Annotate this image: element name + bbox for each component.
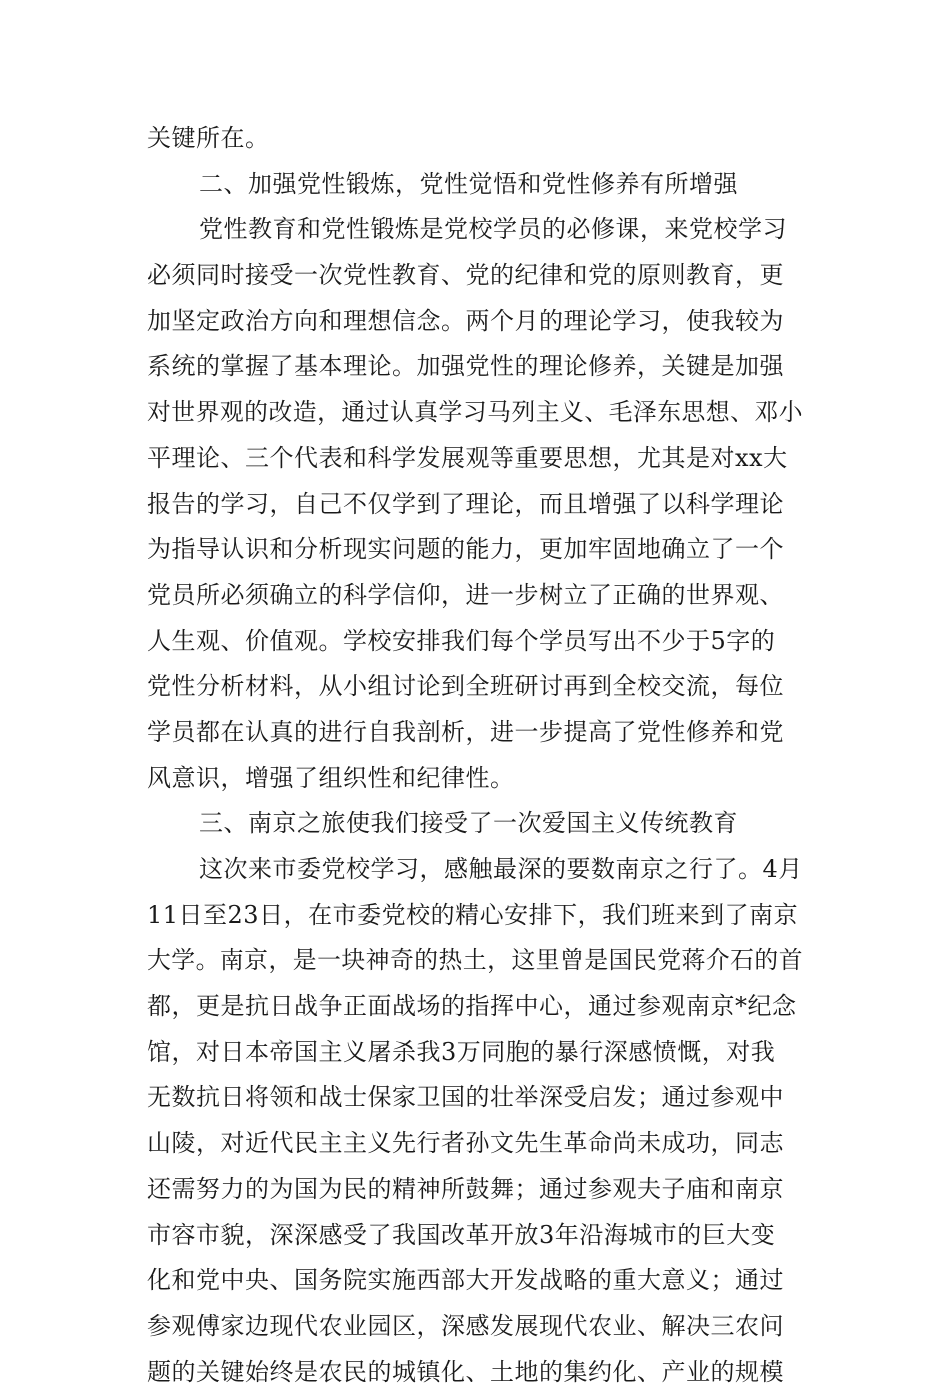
text-line: 学员都在认真的进行自我剖析，进一步提高了党性修养和党 [147, 717, 784, 746]
text-line: 必须同时接受一次党性教育、党的纪律和党的原则教育，更 [147, 261, 784, 290]
text-line: 化和党中央、国务院实施西部大开发战略的重大意义；通过 [147, 1266, 784, 1295]
text-line: 党员所必须确立的科学信仰，进一步树立了正确的世界观、 [147, 580, 784, 609]
text-line: 二、加强党性锻炼，党性觉悟和党性修养有所增强 [199, 169, 738, 198]
text-line: 系统的掌握了基本理论。加强党性的理论修养，关键是加强 [147, 352, 784, 381]
text-line: 市容市貌，深深感受了我国改革开放3年沿海城市的巨大变 [147, 1220, 776, 1249]
text-line: 还需努力的为国为民的精神所鼓舞；通过参观夫子庙和南京 [147, 1174, 784, 1203]
text-line: 馆，对日本帝国主义屠杀我3万同胞的暴行深感愤慨，对我 [147, 1037, 776, 1066]
text-line: 大学。南京，是一块神奇的热土，这里曾是国民党蒋介石的首 [147, 946, 804, 975]
text-line: 人生观、价值观。学校安排我们每个学员写出不少于5字的 [147, 626, 776, 655]
text-line: 对世界观的改造，通过认真学习马列主义、毛泽东思想、邓小 [147, 398, 804, 427]
text-line: 加坚定政治方向和理想信念。两个月的理论学习，使我较为 [147, 306, 784, 335]
text-line: 党性分析材料，从小组讨论到全班研讨再到全校交流，每位 [147, 672, 784, 701]
text-line: 这次来市委党校学习，感触最深的要数南京之行了。4月 [199, 855, 803, 883]
text-line: 平理论、三个代表和科学发展观等重要思想，尤其是对xx大 [147, 443, 788, 472]
text-line: 参观傅家边现代农业园区，深感发展现代农业、解决三农问 [147, 1311, 784, 1340]
document-body [147, 116, 807, 1395]
text-line: 风意识，增强了组织性和纪律性。 [147, 763, 515, 792]
text-line: 11日至23日，在市委党校的精心安排下，我们班来到了南京 [147, 900, 799, 929]
text-line: 都，更是抗日战争正面战场的指挥中心，通过参观南京*纪念 [147, 992, 797, 1021]
text-line: 关键所在。 [147, 124, 270, 152]
text-line: 报告的学习，自己不仅学到了理论，而且增强了以科学理论 [147, 489, 784, 518]
text-line: 无数抗日将领和战士保家卫国的壮举深受启发；通过参观中 [147, 1083, 784, 1112]
text-line: 题的关键始终是农民的城镇化、土地的集约化、产业的规模 [147, 1357, 784, 1386]
text-line: 山陵，对近代民主主义先行者孙文先生革命尚未成功，同志 [147, 1129, 784, 1158]
text-line: 为指导认识和分析现实问题的能力，更加牢固地确立了一个 [147, 535, 784, 564]
text-line: 党性教育和党性锻炼是党校学员的必修课，来党校学习 [199, 215, 787, 244]
text-line: 三、南京之旅使我们接受了一次爱国主义传统教育 [199, 809, 738, 838]
